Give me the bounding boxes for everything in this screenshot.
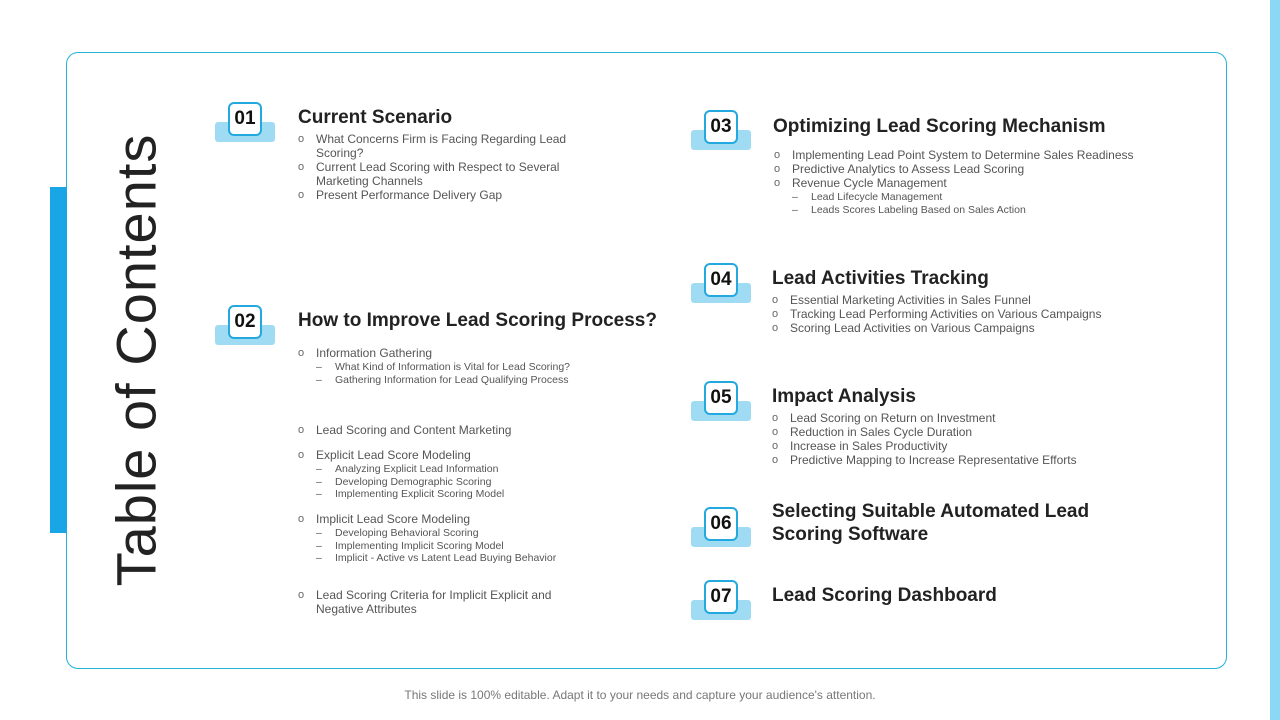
section-02-group-1 [298,346,598,386]
section-badge-05 [691,381,751,427]
section-02-group-5 [298,588,578,616]
list-item: o Predictive Mapping to Increase Representative Efforts [772,453,1202,467]
sub-item: – Analyzing Explicit Lead Information [316,463,598,476]
list-item: o Predictive Analytics to Assess Lead Scoring [774,162,1214,176]
sub-item: – Implicit - Active vs Latent Lead Buying Behavior [316,552,598,565]
badge-number: 06 [704,507,738,541]
list-item: o Reduction in Sales Cycle Duration [772,425,1202,439]
sub-item: – Gathering Information for Lead Qualifying Process [316,374,598,387]
section-title[interactable]: Optimizing Lead Scoring Mechanism [773,116,1106,137]
badge-number: 07 [704,580,738,614]
section-title[interactable]: Current Scenario [298,107,453,128]
list-item: o Implementing Lead Point System to Determine Sales Readiness [774,148,1214,162]
bullet-list [772,411,1202,467]
bullet-list [298,132,588,202]
bullet-list [298,512,598,565]
bullet-list [772,293,1202,335]
section-current-scenario [298,106,588,202]
sub-item: – Developing Demographic Scoring [316,476,598,489]
sub-item: – Developing Behavioral Scoring [316,527,598,540]
list-item [298,448,598,501]
section-title[interactable]: How to Improve Lead Scoring Process? [298,310,657,331]
badge-number: 05 [704,381,738,415]
list-item: o Lead Scoring on Return on Investment [772,411,1202,425]
page-title: Table of Contents [104,133,168,587]
section-optimizing-mechanism [773,115,1203,138]
section-automated-software [772,500,1122,546]
sub-list [316,527,598,565]
section-02-group-2 [298,423,598,437]
list-item-text: Implicit Lead Score Modeling [316,512,471,526]
list-item-text: Information Gathering [316,346,433,360]
badge-number: 01 [228,102,262,136]
list-item-text: Revenue Cycle Management [792,176,947,190]
badge-number: 04 [704,263,738,297]
sub-list [316,361,598,386]
list-item [298,512,598,565]
list-item: o What Concerns Firm is Facing Regarding Lead Scoring? [298,132,588,160]
section-title[interactable]: Lead Scoring Dashboard [772,585,997,606]
section-badge-07 [691,580,751,626]
section-badge-04 [691,263,751,309]
section-title[interactable]: Lead Activities Tracking [772,268,989,289]
sub-item: – Implementing Implicit Scoring Model [316,540,598,553]
badge-number: 03 [704,110,738,144]
section-badge-02 [215,305,275,351]
list-item: o Essential Marketing Activities in Sales Funnel [772,293,1202,307]
bullet-list [298,588,578,616]
list-item [774,176,1214,216]
accent-bar [50,187,67,533]
section-dashboard [772,584,1122,607]
sub-item: – What Kind of Information is Vital for Lead Scoring? [316,361,598,374]
sub-item: – Lead Lifecycle Management [792,191,1214,204]
list-item [298,346,598,386]
sub-item: – Implementing Explicit Scoring Model [316,488,598,501]
bullet-list [774,148,1214,216]
section-activities-tracking [772,267,1202,335]
section-badge-06 [691,507,751,553]
list-item: o Current Lead Scoring with Respect to Several Marketing Channels [298,160,588,188]
bullet-list [298,346,598,386]
footer-note: This slide is 100% editable. Adapt it to your needs and capture your audience's attention. [404,688,876,702]
list-item: o Lead Scoring and Content Marketing [298,423,598,437]
list-item-text: Explicit Lead Score Modeling [316,448,471,462]
sub-list [316,463,598,501]
sub-list [792,191,1214,216]
section-impact-analysis [772,385,1202,467]
list-item: o Increase in Sales Productivity [772,439,1202,453]
section-title[interactable]: Selecting Suitable Automated Lead Scoring Software [772,501,1090,545]
section-02-group-4 [298,512,598,565]
bullet-list [298,423,598,437]
section-02-group-3 [298,448,598,501]
right-edge-strip [1270,0,1280,720]
section-title[interactable]: Impact Analysis [772,386,916,407]
badge-number: 02 [228,305,262,339]
section-badge-01 [215,102,275,148]
list-item: o Scoring Lead Activities on Various Campaigns [772,321,1202,335]
section-improve-process [298,309,678,332]
bullet-list [298,448,598,501]
section-badge-03 [691,110,751,156]
list-item: o Lead Scoring Criteria for Implicit Explicit and Negative Attributes [298,588,578,616]
list-item: o Tracking Lead Performing Activities on Various Campaigns [772,307,1202,321]
section-03-list [774,148,1214,216]
list-item: o Present Performance Delivery Gap [298,188,588,202]
sub-item: – Leads Scores Labeling Based on Sales Action [792,204,1214,217]
